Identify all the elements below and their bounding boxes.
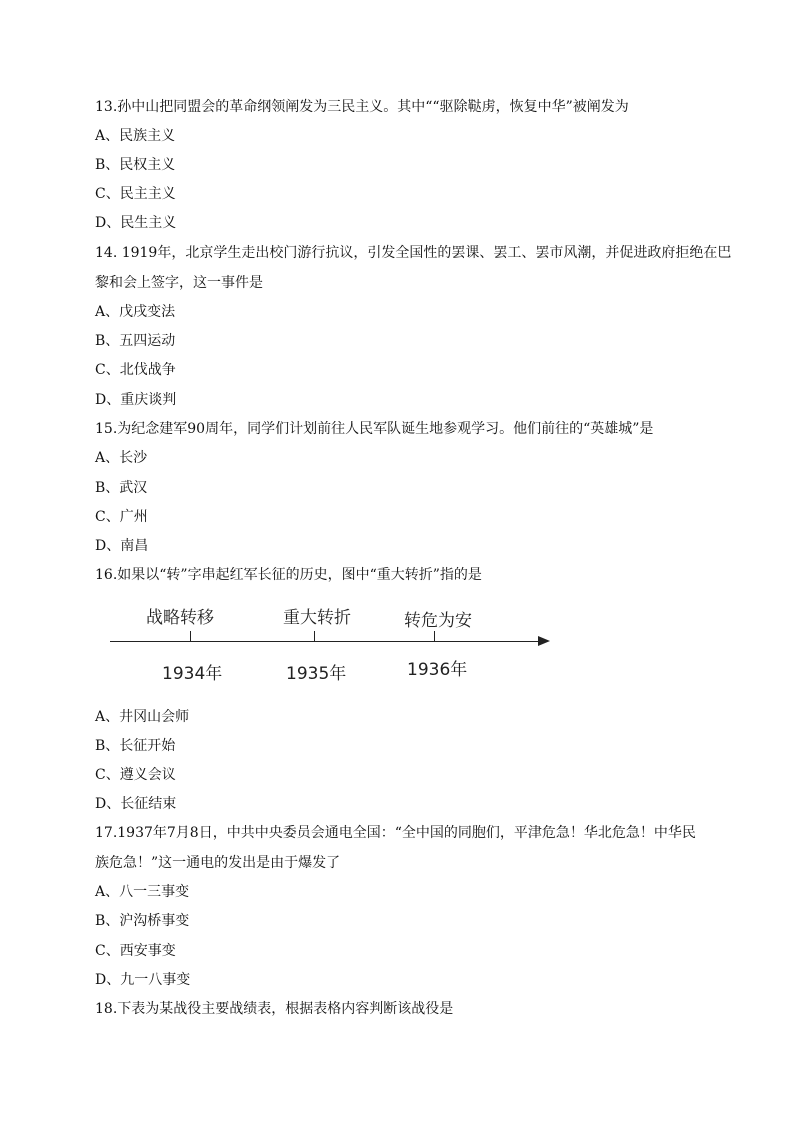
question-13-option-b: B、民权主义 [95, 157, 176, 173]
question-15-option-a: A、长沙 [95, 450, 148, 466]
question-13-option-c: C、民主主义 [95, 186, 176, 202]
timeline-year-3: 1936年 [407, 660, 468, 680]
question-18-stem: 18.下表为某战役主要战绩表，根据表格内容判断该战役是 [95, 1001, 454, 1017]
question-15-option-d: D、南昌 [95, 538, 149, 554]
timeline-year-1: 1934年 [162, 664, 223, 684]
question-15-stem: 15.为纪念建军90周年，同学们计划前往人民军队诞生地参观学习。他们前往的“英雄城”是 [95, 421, 654, 437]
question-17-option-b: B、沪沟桥事变 [95, 913, 190, 929]
question-14-option-a: A、戊戌变法 [95, 304, 176, 320]
question-13-stem: 13.孙中山把同盟会的革命纲领阐发为三民主义。其中““驱除鞑虏，恢复中华”被阐发为 [95, 99, 629, 115]
question-14-option-b: B、五四运动 [95, 333, 176, 349]
timeline-arrow-icon [538, 636, 550, 646]
question-16-stem: 16.如果以“转”字串起红军长征的历史，图中“重大转折”指的是 [95, 567, 482, 583]
question-17-stem-line-1: 17.1937年7月8日，中共中央委员会通电全国：“全中国的同胞们，平津危急！华北危急！中华民 [95, 825, 696, 841]
question-17-option-c: C、西安事变 [95, 943, 176, 959]
question-15-option-c: C、广州 [95, 509, 148, 525]
timeline-event-2: 重大转折 [283, 608, 351, 628]
question-15-option-b: B、武汉 [95, 480, 148, 496]
question-13-option-a: A、民族主义 [95, 128, 176, 144]
question-14-option-c: C、北伐战争 [95, 362, 176, 378]
question-14-option-d: D、重庆谈判 [95, 392, 177, 408]
question-16-option-b: B、长征开始 [95, 738, 176, 754]
timeline-event-3: 转危为安 [404, 611, 472, 631]
timeline-event-1: 战略转移 [146, 608, 214, 628]
long-march-timeline [100, 595, 560, 685]
timeline-year-2: 1935年 [286, 664, 347, 684]
question-13-option-d: D、民生主义 [95, 215, 177, 231]
timeline-axis [110, 641, 540, 642]
question-16-option-c: C、遵义会议 [95, 767, 176, 783]
question-16-option-d: D、长征结束 [95, 796, 177, 812]
question-14-stem-line-1: 14. 1919年，北京学生走出校门游行抗议，引发全国性的罢课、罢工、罢市风潮，并促进政府拒绝在巴 [95, 245, 732, 261]
question-17-option-a: A、八一三事变 [95, 884, 190, 900]
question-17-stem-line-2: 族危急！”这一通电的发出是由于爆发了 [95, 855, 341, 871]
question-16-option-a: A、井冈山会师 [95, 709, 190, 725]
question-14-stem-line-2: 黎和会上签字，这一事件是 [95, 275, 263, 291]
question-17-option-d: D、九一八事变 [95, 972, 191, 988]
